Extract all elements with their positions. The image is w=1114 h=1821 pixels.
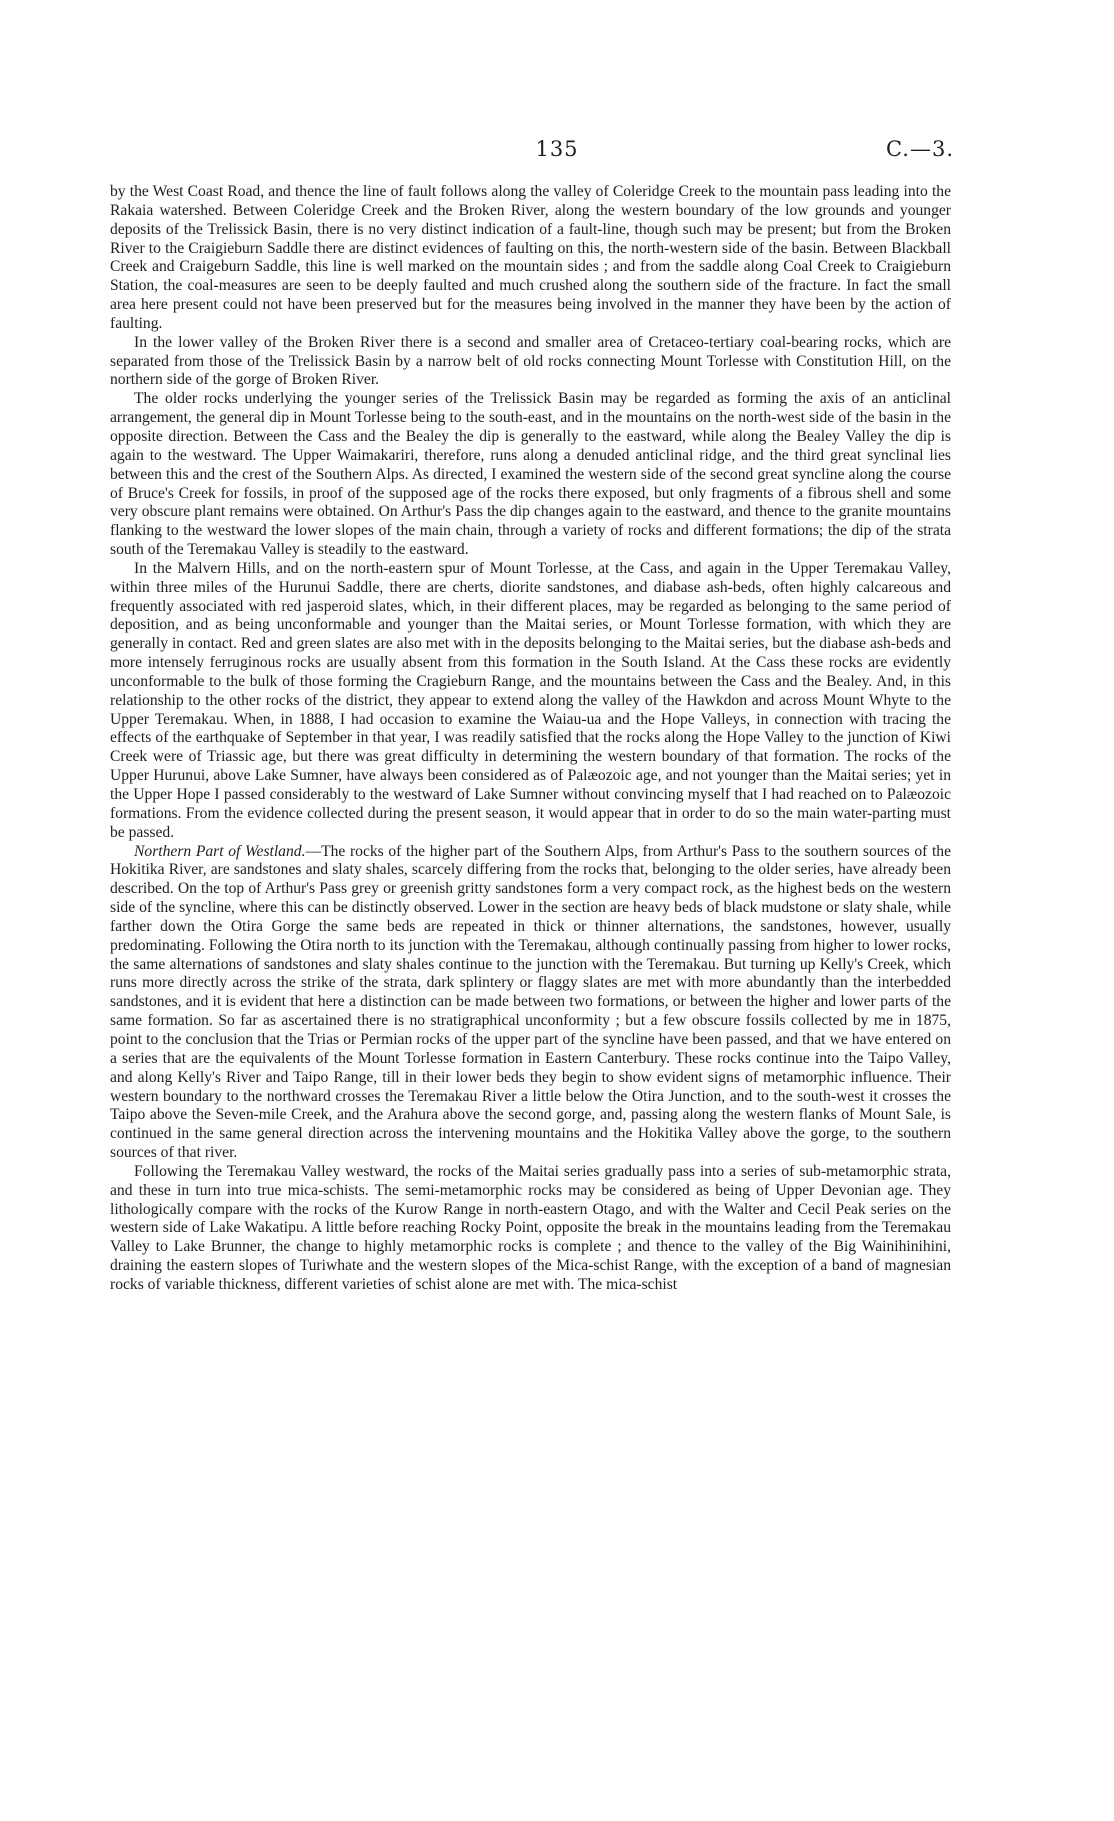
- paragraph: [110, 334, 951, 391]
- paragraph-text: by the West Coast Road, and thence the line of fault follows along the valley of Coleridge Creek to the mountain pass leading into the Rakaia watershed. Between Coleridge Creek and the Broken River, along the western boundary of the low grounds and younger deposits of the Trelissick Basin, there is no very distinct indication of a fault-line, though such may be present; but from the Broken River to the Craigieburn Saddle there are distinct evidences of faulting on this, the north-western side of the basin. Between Blackball Creek and Craigeburn Saddle, this line is well marked on the mountain sides ; and from the saddle along Coal Creek to Craigieburn Station, the coal-measures are seen to be deeply faulted and much crushed along the southern side of the fracture. In fact the small area here present could not have been preserved but for the measures being involved in the manner they have been by the action of faulting.: [110, 183, 951, 332]
- section-heading: Northern Part of Westland.: [134, 842, 306, 860]
- paragraph-text: In the lower valley of the Broken River there is a second and smaller area of Cretaceo-tertiary coal-bearing rocks, which are separated from those of the Trelissick Basin by a narrow belt of old rocks connecting Mount Torlesse with Constitution Hill, on the northern side of the gorge of Broken River.: [110, 333, 951, 389]
- paragraph-text: —The rocks of the higher part of the Southern Alps, from Arthur's Pass to the southern sources of the Hokitika River, are sandstones and slaty shales, scarcely differing from the rocks that, belonging to the older series, have already been described. On the top of Arthur's Pass grey or greenish gritty sandstones form a very compact rock, as the highest beds on the western side of the syncline, where this can be distinctly observed. Lower in the section are heavy beds of black mudstone or slaty shale, while farther down the Otira Gorge the same beds are repeated in thick or thinner alternations, the sandstones, however, usually predominating. Following the Otira north to its junction with the Teremakau, although continually passing from higher to lower rocks, the same alternations of sandstones and slaty shales continue to the junction with the Teremakau. But turning up Kelly's Creek, which runs more directly across the strike of the strata, dark splintery or flaggy slates are met with more abundantly than the interbedded sandstones, and it is evident that here a distinction can be made between two formations, or between the higher and lower parts of the same formation. So far as ascertained there is no stratigraphical unconformity ; but a few obscure fossils collected by me in 1875, point to the conclusion that the Trias or Permian rocks of the upper part of the syncline have been passed, and that we have entered on a series that are the equivalents of the Mount Torlesse formation in Eastern Canterbury. These rocks continue into the Taipo Valley, and along Kelly's River and Taipo Range, till in their lower beds they begin to show evident signs of metamorphic influence. Their western boundary to the northward crosses the Teremakau River a little below the Otira Junction, and to the south-west it crosses the Taipo above the Seven-mile Creek, and the Arahura above the second gorge, and, passing along the western flanks of Mount Sale, is continued in the same general direction across the intervening mountains and the Hokitika Valley above the gorge, to the southern sources of that river.: [110, 842, 952, 1162]
- paragraph-text: In the Malvern Hills, and on the north-eastern spur of Mount Torlesse, at the Cass, and again in the Upper Teremakau Valley, within three miles of the Hurunui Saddle, there are cherts, diorite sandstones, and diabase ash-beds, often highly calcareous and frequently associated with red jasperoid slates, which, in their different places, may be regarded as belonging to the same period of deposition, and as being unconformable and younger than the Maitai series, or Mount Torlesse formation, with which they are generally in contact. Red and green slates are also met with in the deposits belonging to the Maitai series, but the diabase ash-beds and more intensely ferruginous rocks are usually absent from this formation in the South Island. At the Cass these rocks are evidently unconformable to the bulk of those forming the Cragieburn Range, and the mountains between the Cass and the Bealey. And, in this relationship to the other rocks of the district, they appear to extend along the valley of the Hawkdon and across Mount Whyte to the Upper Teremakau. When, in 1888, I had occasion to examine the Waiau-ua and the Hope Valleys, in connection with tracing the effects of the earthquake of September in that year, I was readily satisfied that the rocks along the Hope Valley to the junction of Kiwi Creek were of Triassic age, but there was great difficulty in determining the western boundary of that formation. The rocks of the Upper Hurunui, above Lake Sumner, have always been considered as of Palæozoic age, and not younger than the Maitai series; yet in the Upper Hope I passed considerably to the westward of Lake Sumner without convincing myself that I had reached on to Palæozoic formations. From the evidence collected during the present season, it would appear that in order to do so the main water-parting must be passed.: [110, 559, 951, 841]
- body-text: [110, 183, 951, 1295]
- paragraph: [110, 560, 951, 843]
- page-reference: C.—3.: [885, 137, 954, 161]
- paragraph: [110, 1163, 951, 1295]
- page-number: 135: [535, 137, 579, 161]
- paragraph: [110, 183, 951, 334]
- paragraph: [110, 843, 951, 1163]
- paragraph-text: Following the Teremakau Valley westward, the rocks of the Maitai series gradually pass into a series of sub-metamorphic strata, and these in turn into true mica-schists. The semi-metamorphic rocks may be considered as being of Upper Devonian age. They lithologically compare with the rocks of the Kurow Range in north-eastern Otago, and with the Walter and Cecil Peak series on the western side of Lake Wakatipu. A little before reaching Rocky Point, opposite the break in the mountains leading from the Teremakau Valley to Lake Brunner, the change to highly metamorphic rocks is complete ; and thence to the valley of the Big Wainihinihini, draining the eastern slopes of Turiwhate and the western slopes of the Mica-schist Range, with the exception of a band of magnesian rocks of variable thickness, different varieties of schist alone are met with. The mica-schist: [110, 1162, 951, 1293]
- paragraph-text: The older rocks underlying the younger series of the Trelissick Basin may be regarded as forming the axis of an anticlinal arrangement, the general dip in Mount Torlesse being to the south-east, and in the mountains on the north-west side of the basin in the opposite direction. Between the Cass and the Bealey the dip is generally to the eastward, while along the Bealey Valley the dip is again to the westward. The Upper Waimakariri, therefore, runs along a denuded anticlinal ridge, and the third great synclinal lies between this and the crest of the Southern Alps. As directed, I examined the western side of the second great syncline along the course of Bruce's Creek for fossils, in proof of the supposed age of the rocks there exposed, but only fragments of a fibrous shell and some very obscure plant remains were obtained. On Arthur's Pass the dip changes again to the eastward, and thence to the granite mountains flanking to the westward the lower slopes of the main chain, through a variety of rocks and different formations; the dip of the strata south of the Teremakau Valley is steadily to the eastward.: [110, 390, 951, 559]
- paragraph: [110, 390, 951, 560]
